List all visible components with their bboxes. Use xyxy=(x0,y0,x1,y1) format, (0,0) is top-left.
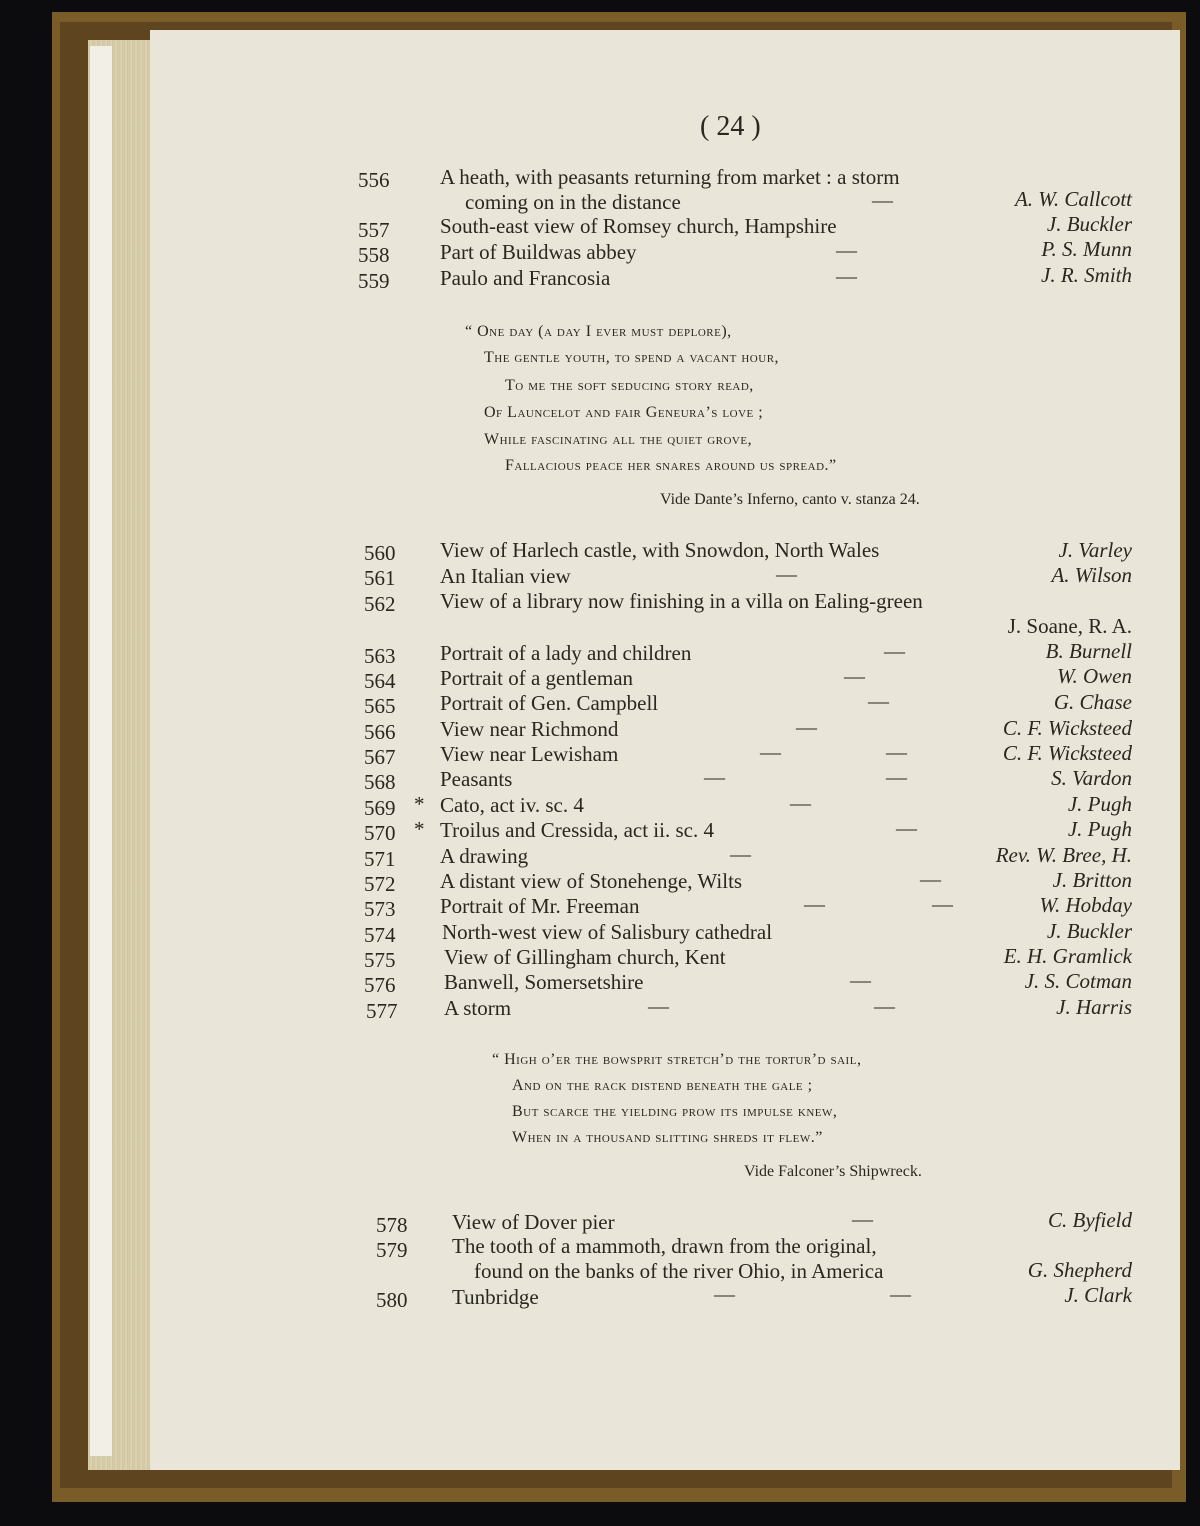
leader-dash: — xyxy=(836,264,857,288)
verse-line: Fallacious peace her snares around us spread.” xyxy=(505,457,837,474)
page-number: ( 24 ) xyxy=(700,111,761,142)
entry-number: 568 xyxy=(364,770,396,794)
entry-number: 569 xyxy=(364,796,396,820)
entry-artist: J. Britton xyxy=(1052,868,1132,892)
entry-title: View near Lewisham xyxy=(440,742,619,766)
entry-title: Part of Buildwas abbey xyxy=(440,240,637,264)
entry-title: Portrait of Mr. Freeman xyxy=(440,894,640,918)
entry-number: 561 xyxy=(364,566,396,590)
entry-number: 559 xyxy=(358,269,390,293)
star-marker: * xyxy=(414,792,425,816)
entry-number: 556 xyxy=(358,168,390,192)
entry-artist: W. Owen xyxy=(1056,664,1132,688)
entry-title: North-west view of Salisbury cathedral xyxy=(442,920,773,944)
entry-title: View of Harlech castle, with Snowdon, North Wales xyxy=(440,538,880,562)
entry-title: Portrait of Gen. Campbell xyxy=(440,691,659,715)
entry-number: 565 xyxy=(364,694,396,718)
entry-number: 557 xyxy=(358,218,390,242)
verse-line: But scarce the yielding prow its impulse knew, xyxy=(512,1103,838,1120)
entry-artist: W. Hobday xyxy=(1039,893,1132,917)
entry-number: 562 xyxy=(364,592,396,616)
entry-artist: P. S. Munn xyxy=(1041,237,1132,261)
entry-number: 567 xyxy=(364,745,396,769)
entry-number: 566 xyxy=(364,720,396,744)
leader-dash: — xyxy=(844,664,865,688)
star-marker: * xyxy=(414,817,425,841)
entry-artist: B. Burnell xyxy=(1045,639,1132,663)
entry-title: Troilus and Cressida, act ii. sc. 4 xyxy=(440,818,714,842)
entry-artist: J. Harris xyxy=(1056,995,1132,1019)
entry-title-continued: found on the banks of the river Ohio, in America xyxy=(474,1259,884,1283)
entry-title: Portrait of a lady and children xyxy=(440,641,692,665)
entry-artist: J. Buckler xyxy=(1046,212,1132,236)
entry-artist: C. Byfield xyxy=(1048,1208,1132,1232)
entry-title: An Italian view xyxy=(440,564,571,588)
entry-title: A storm xyxy=(444,996,512,1020)
entry-artist: C. F. Wicksteed xyxy=(1002,741,1132,765)
entry-artist: E. H. Gramlick xyxy=(1003,944,1132,968)
leader-dash: — xyxy=(884,639,905,663)
verse-line: Of Launcelot and fair Geneura’s love ; xyxy=(484,404,764,421)
entry-number: 564 xyxy=(364,669,396,693)
leader-dash: — xyxy=(796,715,817,739)
entry-title: Banwell, Somersetshire xyxy=(444,970,644,994)
entry-title: Tunbridge xyxy=(452,1285,539,1309)
entry-artist: J. Pugh xyxy=(1067,817,1132,841)
entry-artist: G. Shepherd xyxy=(1027,1258,1132,1282)
verse-line: When in a thousand slitting shreds it flew.” xyxy=(512,1129,823,1146)
entry-title: Peasants xyxy=(440,767,513,791)
verse-line: “ High o’er the bowsprit stretch’d the tortur’d sail, xyxy=(492,1051,862,1068)
entry-number: 571 xyxy=(364,847,396,871)
leader-dash: — xyxy=(874,994,895,1018)
entry-title: Cato, act iv. sc. 4 xyxy=(440,793,584,817)
entry-artist: J. Clark xyxy=(1064,1283,1132,1307)
entry-number: 574 xyxy=(364,923,396,947)
leader-dash: — xyxy=(704,765,725,789)
leader-dash: — xyxy=(890,1282,911,1306)
leader-dash: — xyxy=(896,816,917,840)
entry-title: View of a library now finishing in a villa on Ealing-green xyxy=(440,589,923,613)
leader-dash: — xyxy=(836,238,857,262)
entry-title-continued: coming on in the distance xyxy=(465,190,681,214)
entry-artist: J. R. Smith xyxy=(1041,263,1132,287)
entry-artist: J. Soane, R. A. xyxy=(1007,614,1132,638)
entry-number: 577 xyxy=(366,999,398,1023)
entry-title: View near Richmond xyxy=(440,717,619,741)
entry-artist: G. Chase xyxy=(1053,690,1132,714)
entry-artist: A. W. Callcott xyxy=(1014,187,1132,211)
leader-dash: — xyxy=(790,791,811,815)
leader-dash: — xyxy=(776,562,797,586)
verse-line: While fascinating all the quiet grove, xyxy=(484,431,753,448)
entry-title: View of Gillingham church, Kent xyxy=(444,945,726,969)
verse-line: The gentle youth, to spend a vacant hour, xyxy=(484,349,780,366)
entry-number: 573 xyxy=(364,897,396,921)
leader-dash: — xyxy=(730,842,751,866)
entry-number: 572 xyxy=(364,872,396,896)
entry-number: 580 xyxy=(376,1288,408,1312)
entry-title: Paulo and Francosia xyxy=(440,266,611,290)
leader-dash: — xyxy=(872,188,893,212)
entry-number: 576 xyxy=(364,973,396,997)
entry-artist: J. Buckler xyxy=(1046,919,1132,943)
leader-dash: — xyxy=(648,994,669,1018)
leader-dash: — xyxy=(852,1207,873,1231)
entry-number: 575 xyxy=(364,948,396,972)
entry-number: 558 xyxy=(358,243,390,267)
leader-dash: — xyxy=(760,740,781,764)
leader-dash: — xyxy=(868,689,889,713)
leader-dash: — xyxy=(804,892,825,916)
entry-number: 579 xyxy=(376,1238,408,1262)
entry-artist: Rev. W. Bree, H. xyxy=(995,843,1132,867)
citation: Vide Falconer’s Shipwreck. xyxy=(744,1163,922,1180)
leader-dash: — xyxy=(920,867,941,891)
leader-dash: — xyxy=(886,765,907,789)
verse-line: To me the soft seducing story read, xyxy=(505,377,754,394)
entry-artist: J. Pugh xyxy=(1067,792,1132,816)
entry-title: The tooth of a mammoth, drawn from the original, xyxy=(452,1234,877,1258)
leader-dash: — xyxy=(850,968,871,992)
leader-dash: — xyxy=(714,1282,735,1306)
entry-artist: A. Wilson xyxy=(1051,563,1132,587)
entry-number: 563 xyxy=(364,644,396,668)
entry-number: 560 xyxy=(364,541,396,565)
entry-title: A heath, with peasants returning from market : a storm xyxy=(440,165,900,189)
entry-title: A distant view of Stonehenge, Wilts xyxy=(440,869,743,893)
entry-number: 578 xyxy=(376,1213,408,1237)
entry-artist: S. Vardon xyxy=(1051,766,1132,790)
entry-artist: J. S. Cotman xyxy=(1024,969,1132,993)
entry-artist: C. F. Wicksteed xyxy=(1002,716,1132,740)
entry-title: Portrait of a gentleman xyxy=(440,666,634,690)
leader-dash: — xyxy=(932,892,953,916)
leader-dash: — xyxy=(886,740,907,764)
entry-artist: J. Varley xyxy=(1058,538,1132,562)
citation: Vide Dante’s Inferno, canto v. stanza 24. xyxy=(660,491,920,508)
entry-number: 570 xyxy=(364,821,396,845)
entry-title: South-east view of Romsey church, Hampshire xyxy=(440,214,837,238)
entry-title: A drawing xyxy=(440,844,529,868)
verse-line: And on the rack distend beneath the gale ; xyxy=(512,1077,813,1094)
entry-title: View of Dover pier xyxy=(452,1210,615,1234)
verse-line: “ One day (a day I ever must deplore), xyxy=(465,323,732,340)
